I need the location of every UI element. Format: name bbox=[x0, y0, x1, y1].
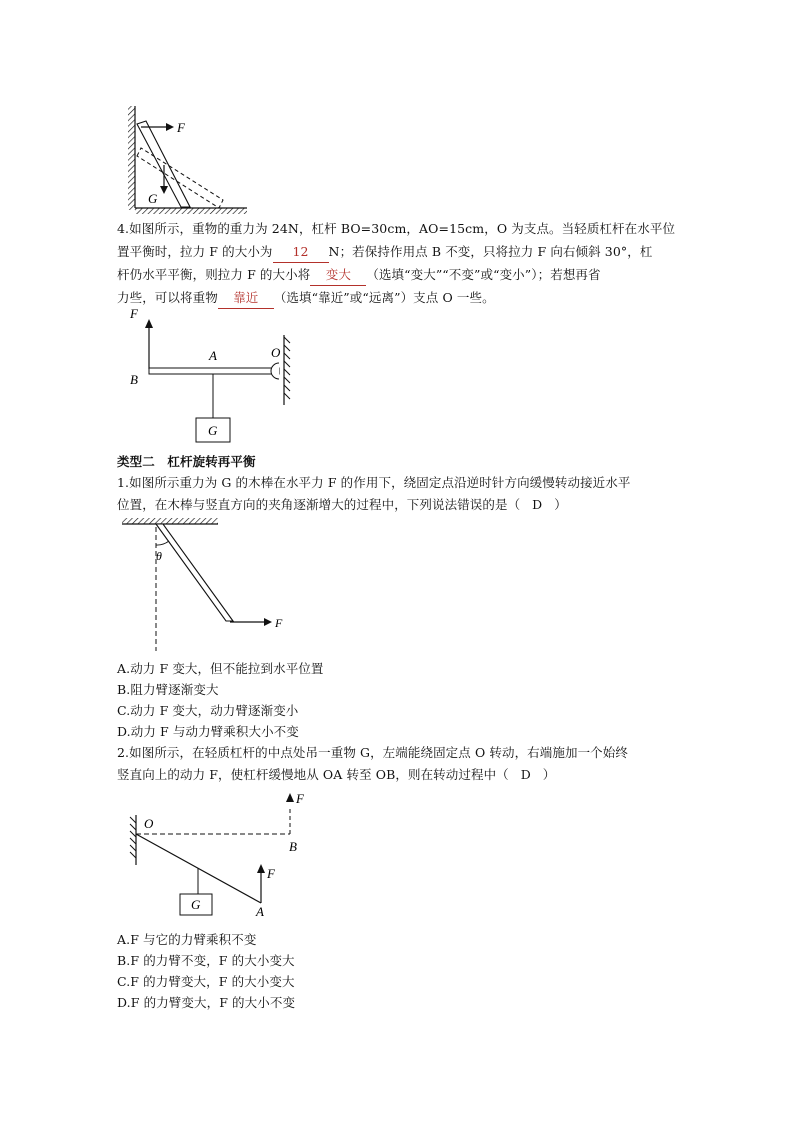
q4-line2 bbox=[117, 242, 652, 263]
q4-line3-a: 杆仍水平平衡，则拉力 F 的大小将 bbox=[117, 267, 311, 282]
q1-line2-a: 位置，在木棒与竖直方向的夹角逐渐增大的过程中，下列说法错误的是（ bbox=[117, 497, 521, 512]
label-theta: θ bbox=[156, 549, 162, 563]
q1-option-d: D.动力 F 与动力臂乘积大小不变 bbox=[117, 724, 299, 739]
figure-stick-wall bbox=[120, 100, 255, 215]
q4-line4-b: （选填“靠近”或“远离”）支点 O 一些。 bbox=[273, 290, 495, 305]
label-G: G bbox=[191, 897, 201, 912]
q4-line2-b: N；若保持作用点 B 不变，只将拉力 F 向右倾斜 30°，杠 bbox=[328, 244, 653, 259]
q4-line1: 4.如图所示，重物的重力为 24N，杠杆 BO=30cm，AO=15cm，O 为支点。当轻质杠杆在水平位 bbox=[117, 221, 676, 236]
q2-option-a: A.F 与它的力臂乘积不变 bbox=[117, 932, 257, 947]
q2-option-c: C.F 的力臂变大，F 的大小变大 bbox=[117, 974, 295, 989]
label-F: F bbox=[130, 306, 138, 321]
q4-line4-a: 力些，可以将重物 bbox=[117, 290, 218, 305]
q1-option-a: A.动力 F 变大，但不能拉到水平位置 bbox=[117, 661, 324, 676]
label-A: A bbox=[256, 904, 264, 919]
q4-answer-3: 靠近 bbox=[218, 288, 274, 309]
q4-line2-a: 置平衡时，拉力 F 的大小为 bbox=[117, 244, 273, 259]
q1-line2 bbox=[117, 495, 567, 515]
label-F: F bbox=[267, 866, 275, 881]
q4-line3-b: （选填“变大”“不变”或“变小”）；若想再省 bbox=[366, 267, 601, 282]
q2-option-d: D.F 的力臂变大，F 的大小不变 bbox=[117, 995, 296, 1010]
label-F-top: F bbox=[296, 791, 304, 806]
q2-answer: D bbox=[520, 767, 531, 782]
q1-line1: 1.如图所示重力为 G 的木棒在水平力 F 的作用下，绕固定点沿逆时针方向缓慢转动接近水平 bbox=[117, 475, 631, 490]
label-B: B bbox=[130, 372, 138, 387]
label-A: A bbox=[209, 348, 217, 363]
figure-lever-horizontal bbox=[120, 305, 305, 445]
section-heading-type2: 类型二 杠杆旋转再平衡 bbox=[117, 454, 256, 469]
q2-option-b: B.F 的力臂不变，F 的大小变大 bbox=[117, 953, 295, 968]
q2-line1: 2.如图所示，在轻质杠杆的中点处吊一重物 G，左端能绕固定点 O 转动，右端施加一个始终 bbox=[117, 745, 628, 760]
q1-option-c: C.动力 F 变大，动力臂逐渐变小 bbox=[117, 703, 299, 718]
label-G: G bbox=[148, 191, 158, 206]
label-F: F bbox=[275, 616, 283, 630]
label-F: F bbox=[177, 120, 185, 135]
label-B: B bbox=[289, 839, 297, 854]
q1-option-b: B.阻力臂逐渐变大 bbox=[117, 682, 219, 697]
figure-rotating-rod bbox=[118, 515, 293, 655]
q1-line2-b: ） bbox=[554, 497, 567, 512]
label-O: O bbox=[271, 345, 281, 360]
q2-line2-a: 竖直向上的动力 F，使杠杆缓慢地从 OA 转至 OB，则在转动过程中（ bbox=[117, 767, 509, 782]
label-G: G bbox=[208, 423, 218, 438]
q4-answer-2: 变大 bbox=[310, 265, 366, 286]
q2-line2 bbox=[117, 765, 555, 785]
q4-answer-1: 12 bbox=[273, 242, 329, 263]
q1-answer: D bbox=[532, 497, 543, 512]
label-O: O bbox=[144, 816, 154, 831]
q4-line3 bbox=[117, 265, 601, 286]
figure-lever-rotating bbox=[120, 785, 320, 920]
q2-line2-b: ） bbox=[542, 767, 556, 782]
